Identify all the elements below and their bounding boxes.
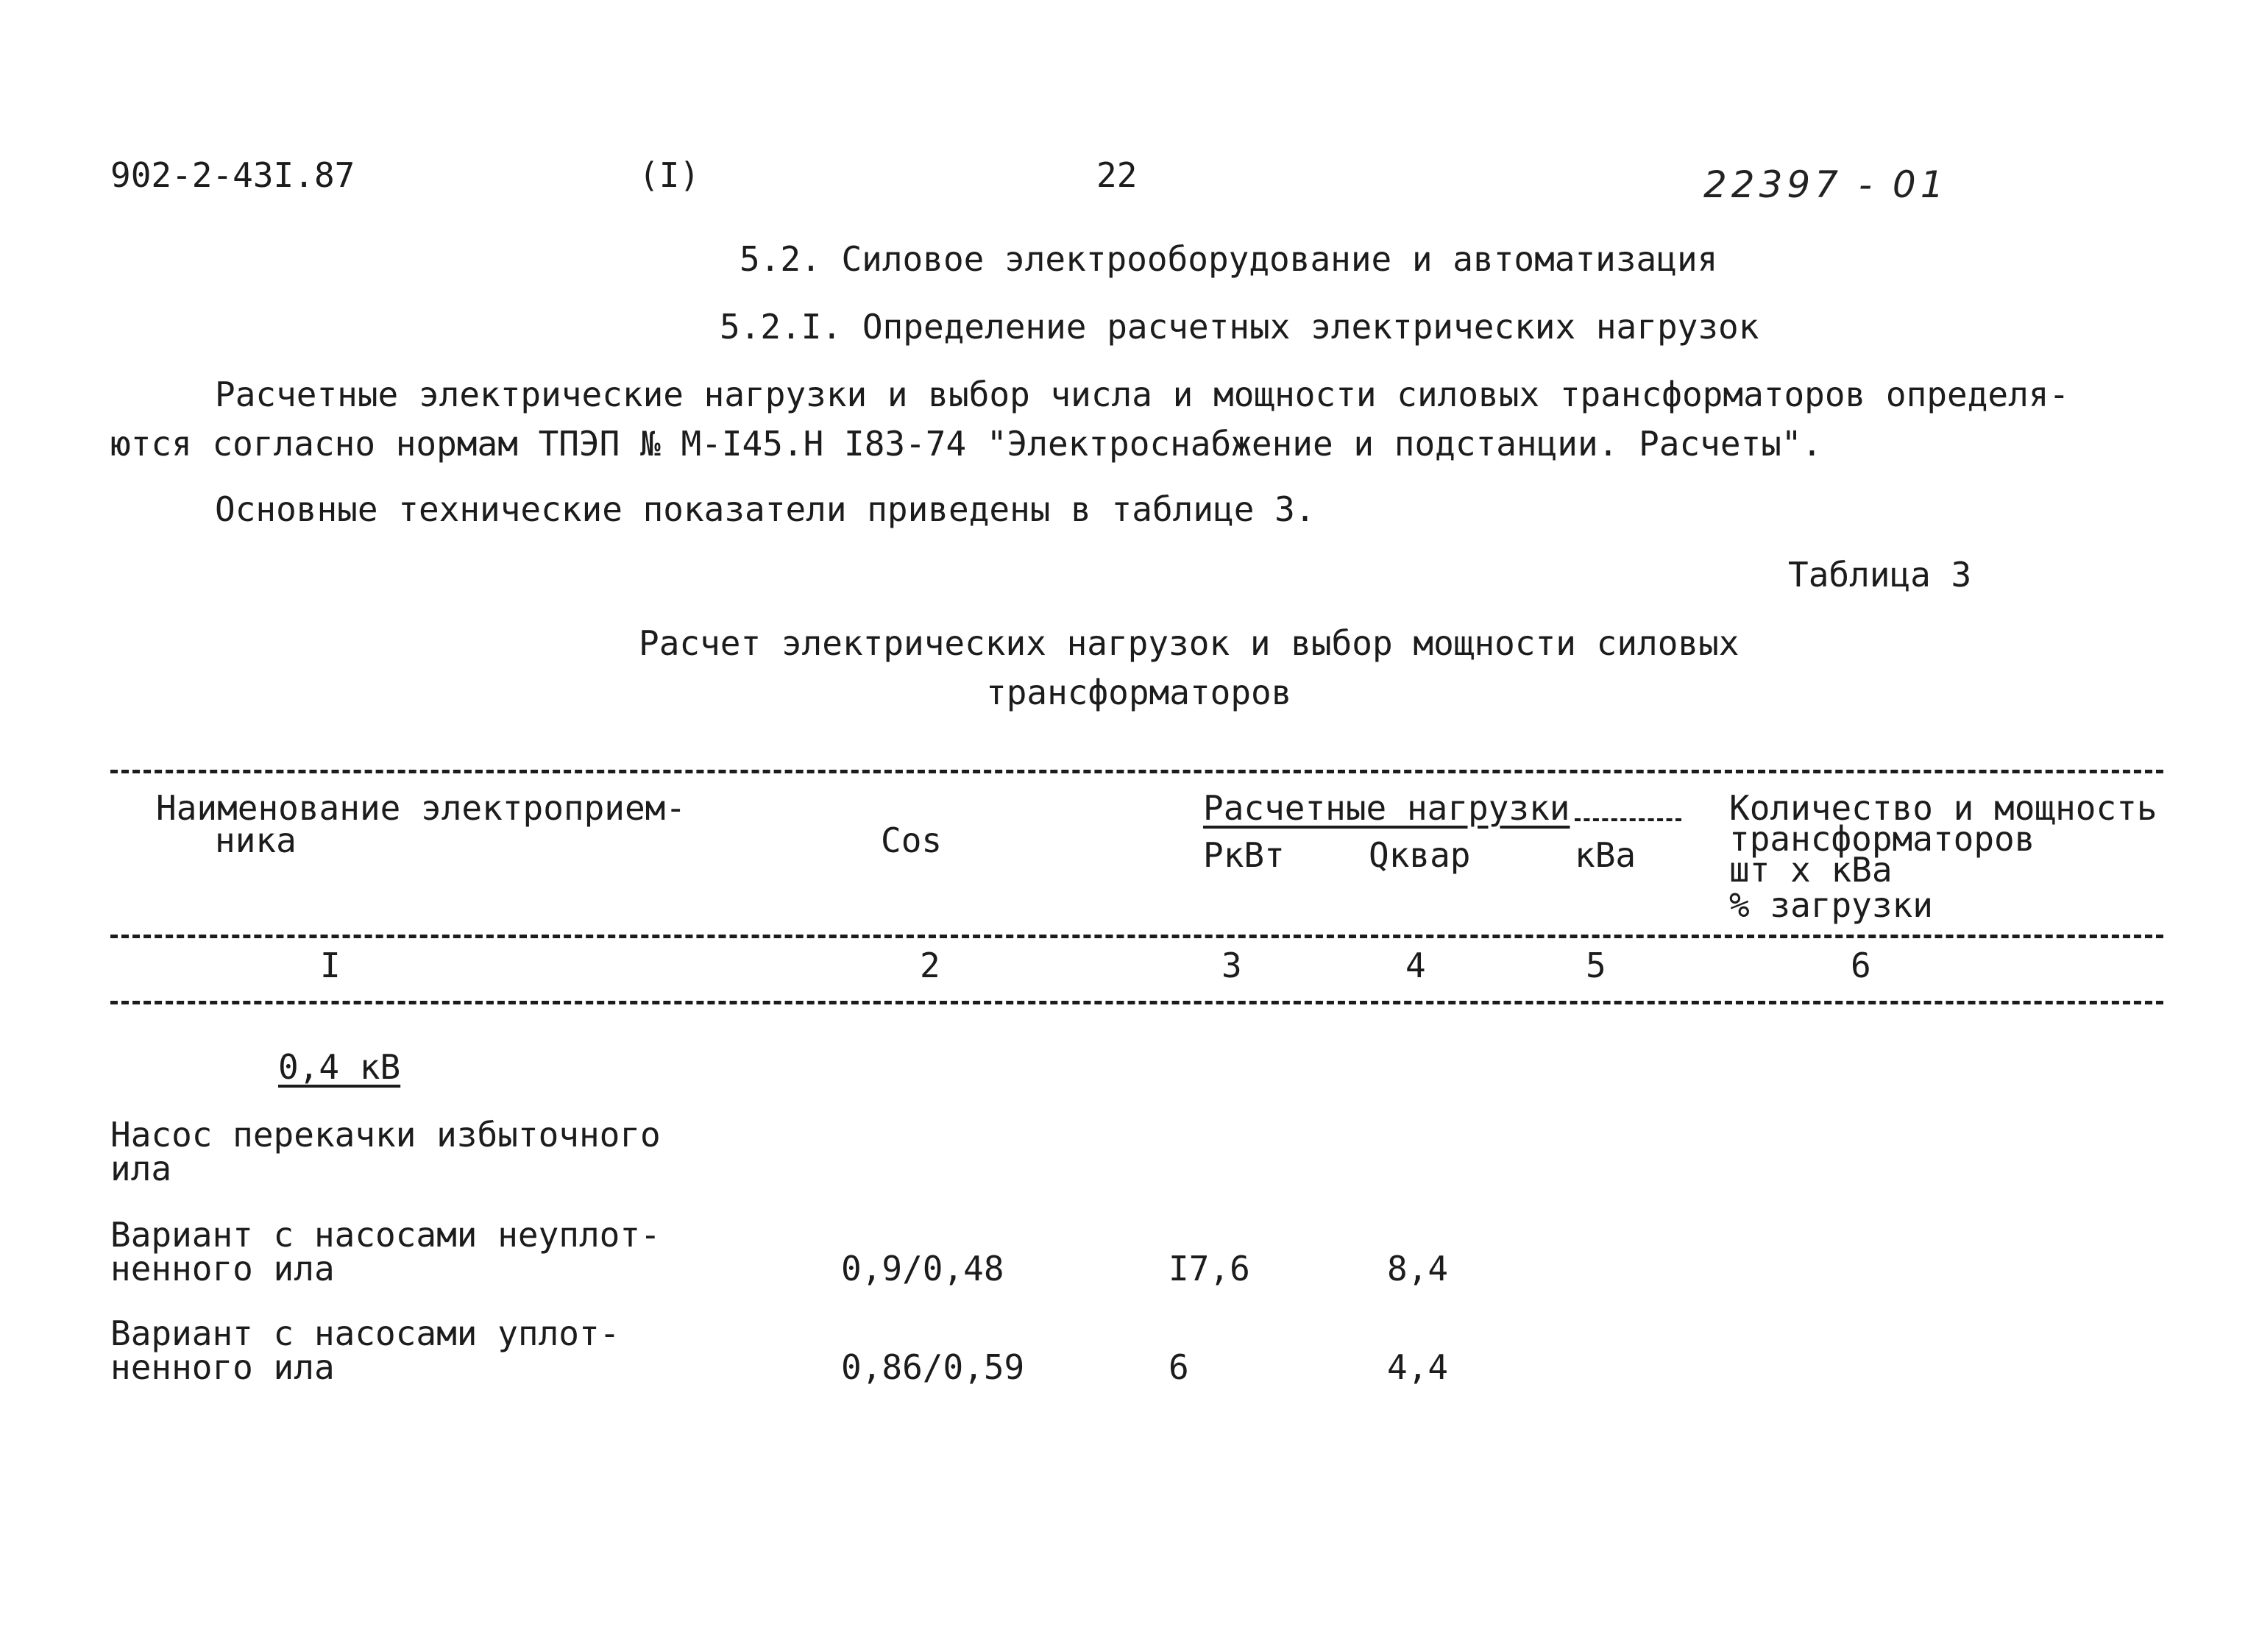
- header-transformers-line-4: % загрузки: [1729, 885, 1933, 925]
- row-2-q: 8,4: [1387, 1249, 1449, 1288]
- header-name-line-2: ника: [215, 820, 297, 860]
- header-transformers-line-2: трансформаторов: [1729, 819, 2035, 859]
- paragraph-2: Основные технические показатели приведены в таблице 3.: [215, 489, 1316, 529]
- row-1-name-line-2: ила: [110, 1149, 172, 1188]
- header-cos: Cos: [881, 820, 943, 860]
- table-caption-line-2: трансформаторов: [986, 673, 1292, 712]
- row-2-p: I7,6: [1168, 1249, 1250, 1288]
- row-2-name-line-1: Вариант с насосами неуплот-: [110, 1215, 661, 1255]
- column-number-3: 3: [1221, 946, 1242, 985]
- row-3-name-line-2: ненного ила: [110, 1347, 335, 1387]
- table-top-rule: [110, 770, 2163, 773]
- row-3-name-line-1: Вариант с насосами уплот-: [110, 1314, 620, 1353]
- header-s: кВа: [1575, 835, 1636, 875]
- column-number-1: I: [320, 946, 341, 985]
- header-q: Qквар: [1369, 835, 1471, 875]
- header-p: РкВт: [1203, 835, 1285, 875]
- row-3-q: 4,4: [1387, 1347, 1449, 1387]
- header-transformers-line-1: Количество и мощность: [1729, 788, 2157, 828]
- row-2-cos: 0,9/0,48: [841, 1249, 1004, 1288]
- header-loads-group: Расчетные нагрузки: [1203, 788, 1570, 828]
- row-2-name-line-2: ненного ила: [110, 1249, 335, 1288]
- row-1-name-line-1: Насос перекачки избыточного: [110, 1115, 661, 1155]
- document-part: (I): [639, 155, 701, 195]
- header-name-line-1: Наименование электроприем-: [156, 788, 687, 828]
- column-number-5: 5: [1586, 946, 1606, 985]
- column-number-6: 6: [1851, 946, 1871, 985]
- column-number-2: 2: [920, 946, 940, 985]
- section-title: 5.2. Силовое электрооборудование и автоматизация: [740, 239, 1718, 279]
- table-label: Таблица 3: [1788, 555, 1972, 595]
- table-header-rule: [110, 935, 2163, 938]
- section-subtitle: 5.2.I. Определение расчетных электрических нагрузок: [720, 307, 1759, 347]
- row-3-p: 6: [1168, 1347, 1189, 1387]
- header-loads-group-dash: [1575, 818, 1681, 821]
- table-caption-line-1: Расчет электрических нагрузок и выбор мощности силовых: [639, 623, 1740, 663]
- table-numbers-rule: [110, 1001, 2163, 1004]
- voltage-section-label: 0,4 кВ: [278, 1047, 401, 1087]
- handwritten-code: 22397 - 01: [1703, 163, 1948, 206]
- row-3-cos: 0,86/0,59: [841, 1347, 1025, 1387]
- page-number: 22: [1096, 155, 1138, 195]
- header-transformers-line-3: шт х кВа: [1729, 850, 1893, 890]
- paragraph-1-line-1: Расчетные электрические нагрузки и выбор числа и мощности силовых трансформаторов определя-: [215, 375, 2070, 414]
- paragraph-1-line-2: ются согласно нормам ТПЭП № М-I45.Н I83-74 "Электроснабжение и подстанции. Расчеты".: [110, 424, 1823, 464]
- document-code: 902-2-43I.87: [110, 155, 355, 195]
- column-number-4: 4: [1405, 946, 1426, 985]
